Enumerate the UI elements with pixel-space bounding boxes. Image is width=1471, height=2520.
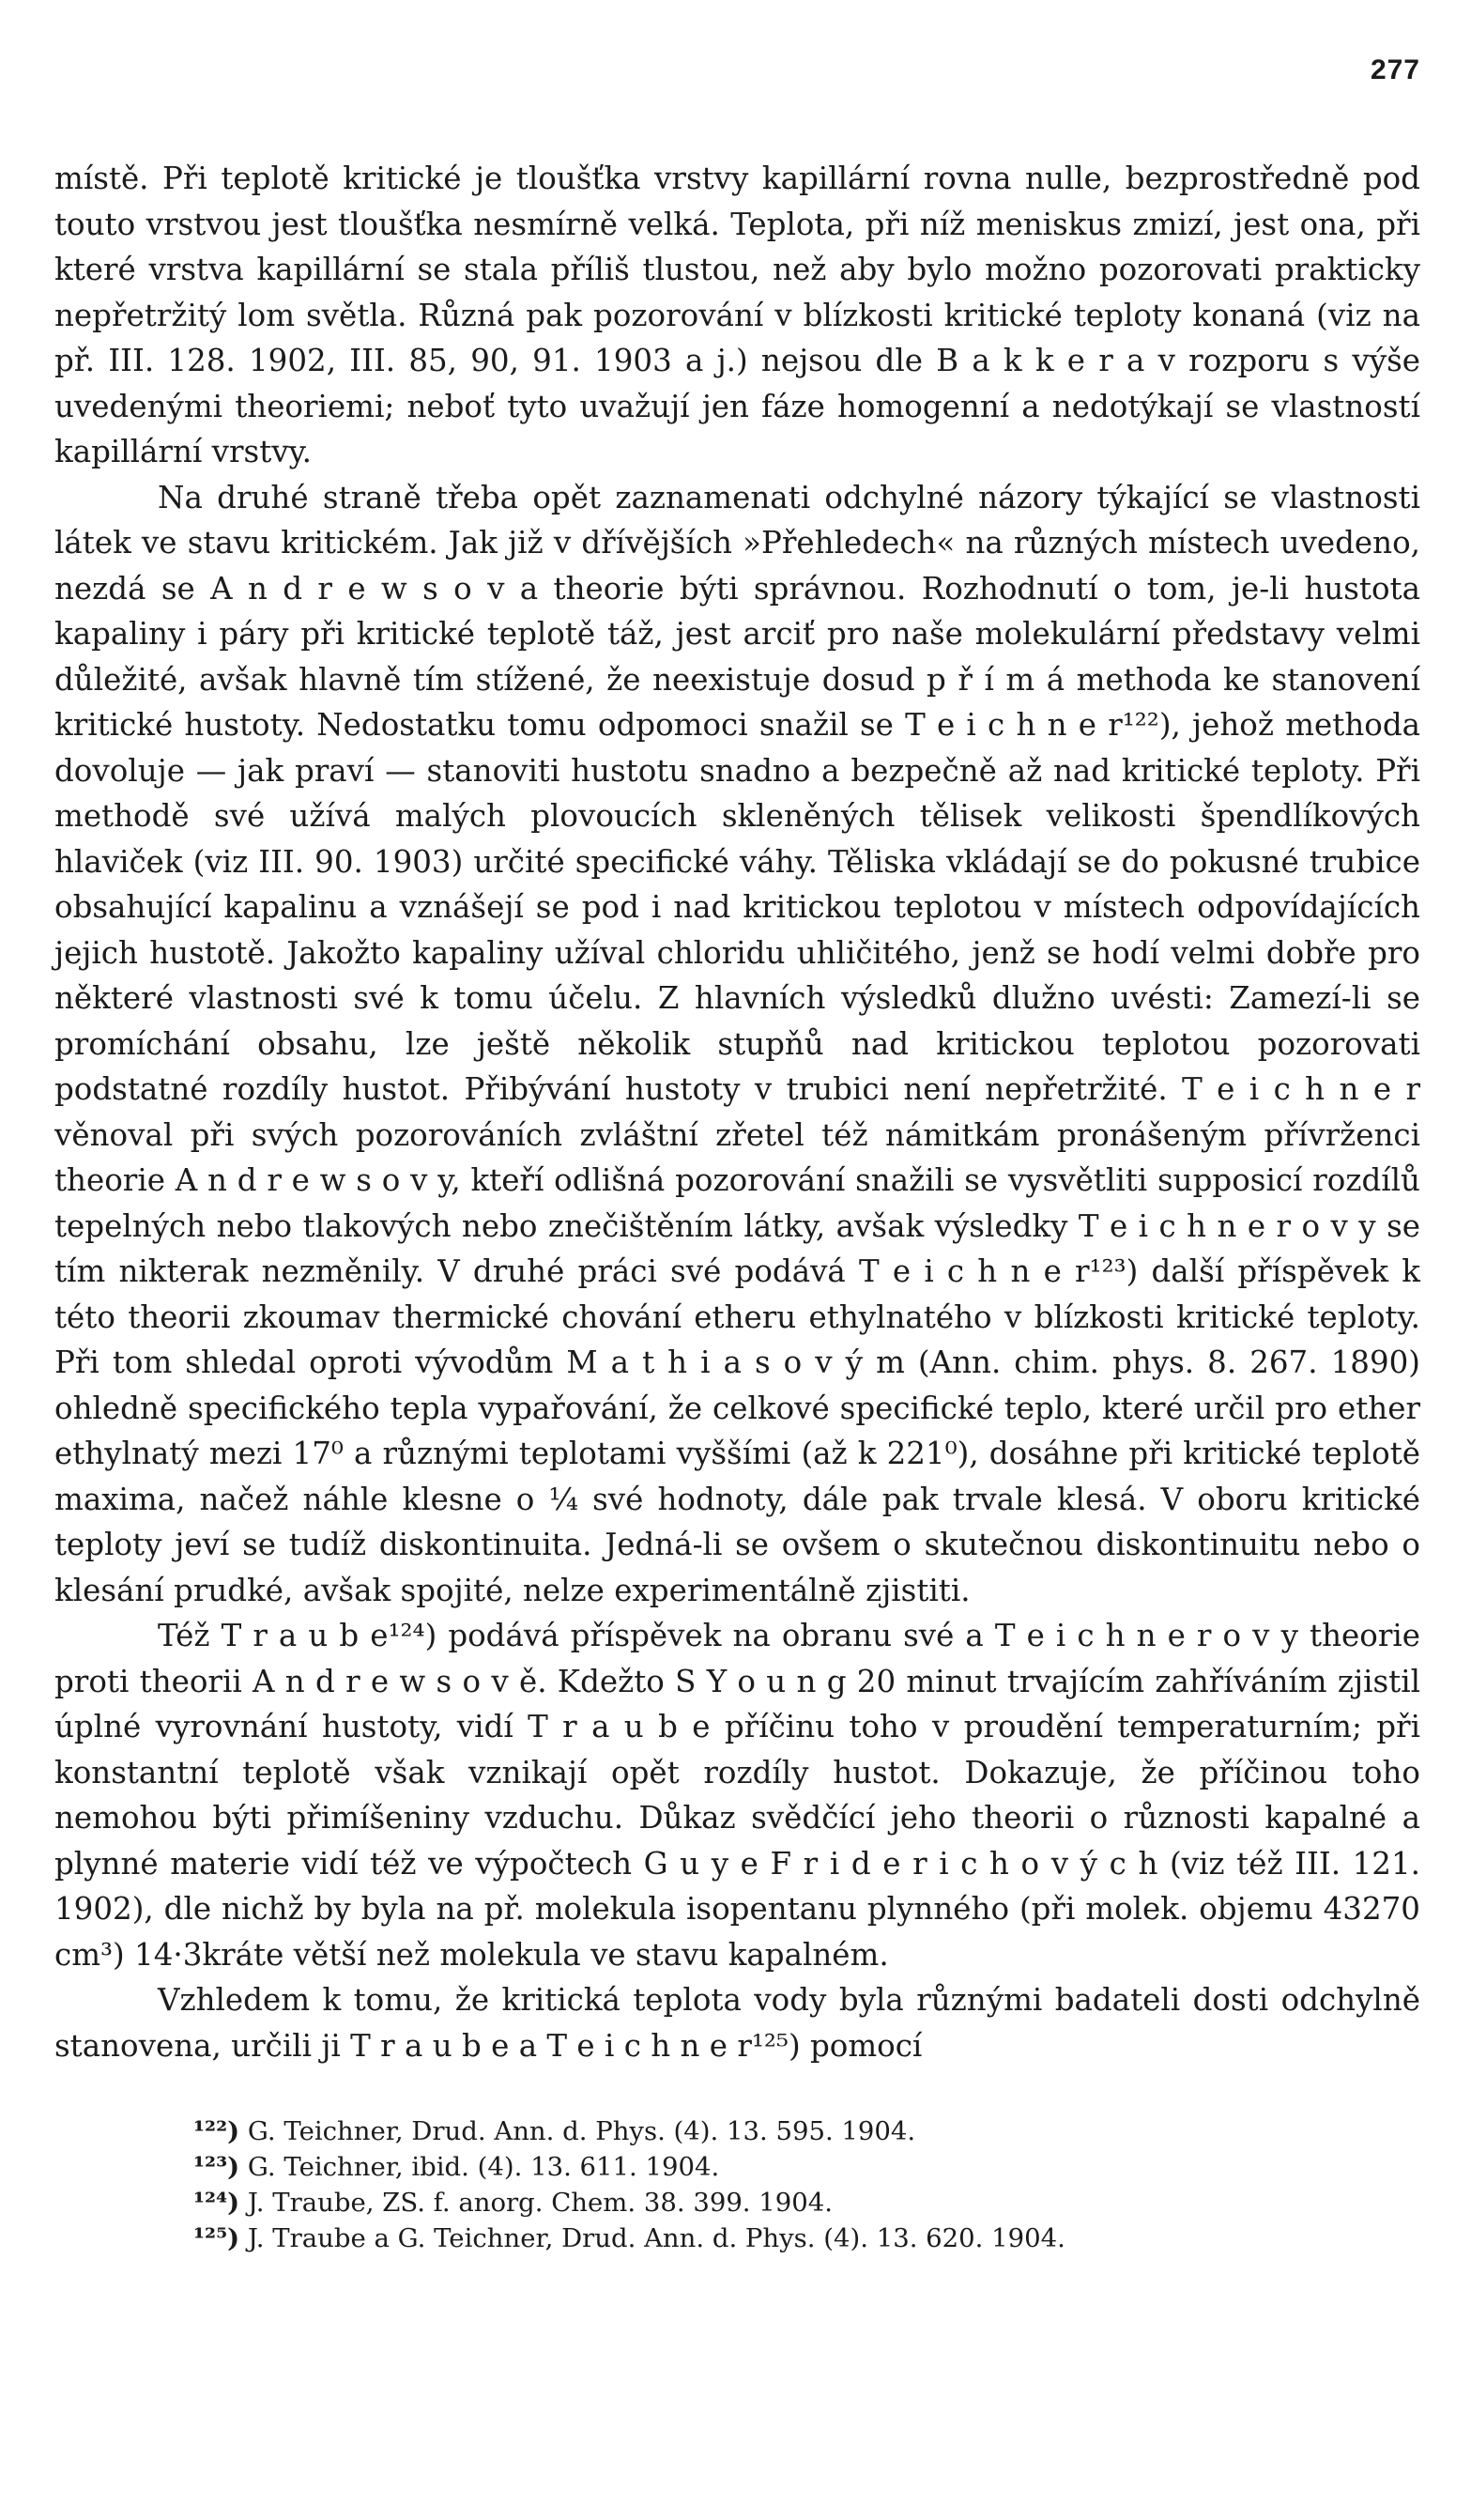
footnote bbox=[193, 2113, 1420, 2149]
footnote-text: G. Teichner, ibid. (4). 13. 611. 1904. bbox=[247, 2152, 720, 2182]
footnote bbox=[193, 2220, 1420, 2256]
paragraph-2: Na druhé straně třeba opět zaznamenati odchylné názory týkající se vlastnosti látek ve stavu kritickém. Jak již v dřívějších »Přehledech« na různých místech uvedeno, nezdá se A n d r e w s o v a theorie býti správnou. Rozhodnutí o tom, je-li hustota kapaliny i páry při kritické teplotě táž, jest arciť pro naše molekulární představy velmi důležité, avšak hlavně tím stížené, že neexistuje dosud p ř í m á methoda ke stanovení kritické hustoty. Nedostatku tomu odpomoci snažil se T e i c h n e r¹²²), jehož methoda dovoluje — jak praví — stanoviti hustotu snadno a bezpečně až nad kritické teploty. Při methodě své užívá malých plovoucích skleněných tělisek velikosti špendlíkových hlaviček (viz III. 90. 1903) určité specifické váhy. Těliska vkládají se do pokusné trubice obsahující kapalinu a vznášejí se pod i nad kritickou teplotou v místech odpovídajících jejich hustotě. Jakožto kapaliny užíval chloridu uhličitého, jenž se hodí velmi dobře pro některé vlastnosti své k tomu účelu. Z hlavních výsledků dlužno uvésti: Zamezí-li se promíchání obsahu, lze ještě několik stupňů nad kritickou teplotou pozorovati podstatné rozdíly hustot. Přibývání hustoty v trubici není nepřetržité. T e i c h n e r věnoval při svých pozorováních zvláštní zřetel též námitkám pronášeným přívrženci theorie A n d r e w s o v y, kteří odlišná pozorování snažili se vysvětliti supposicí rozdílů tepelných nebo tlakových nebo znečištěním látky, avšak výsledky T e i c h n e r o v y se tím nikterak nezměnily. V druhé práci své podává T e i c h n e r¹²³) další příspěvek k této theorii zkoumav thermické chování etheru ethylnatého v blízkosti kritické teploty. Při tom shledal oproti vývodům M a t h i a s o v ý m (Ann. chim. phys. 8. 267. 1890) ohledně specifického tepla vypařování, že celkové specifické teplo, které určil pro ether ethylnatý mezi 17⁰ a různými teplotami vyššími (až k 221⁰), dosáhne při kritické teplotě maxima, načež náhle klesne o ¼ své hodnoty, dále pak trvale klesá. V oboru kritické teploty jeví se tudíž diskontinuita. Jedná-li se ovšem o skutečnou diskontinuitu nebo o klesání prudké, avšak spojité, nelze experimentálně zjistiti. bbox=[54, 479, 1420, 1608]
document-page bbox=[54, 47, 1420, 2256]
footnote bbox=[193, 2149, 1420, 2185]
footnote-text: J. Traube a G. Teichner, Drud. Ann. d. Phys. (4). 13. 620. 1904. bbox=[247, 2223, 1065, 2253]
page-number: 277 bbox=[1370, 54, 1420, 85]
footnote-marker: ¹²⁴) bbox=[193, 2188, 240, 2218]
footnote-marker: ¹²³) bbox=[193, 2152, 240, 2182]
paragraph-1: místě. Při teplotě kritické je tloušťka vrstvy kapillární rovna nulle, bezprostředně pod touto vrstvou jest tloušťka nesmírně velká. Teplota, při níž meniskus zmizí, jest ona, při které vrstva kapillární se stala příliš tlustou, než aby bylo možno pozorovati prakticky nepřetržitý lom světla. Různá pak pozorování v blízkosti kritické teploty konaná (viz na př. III. 128. 1902, III. 85, 90, 91. 1903 a j.) nejsou dle B a k k e r a v rozporu s výše uvedenými theoriemi; neboť tyto uvažují jen fáze homogenní a nedotýkají se vlastností kapillární vrstvy. bbox=[54, 161, 1420, 469]
footnote-marker: ¹²⁵) bbox=[193, 2223, 240, 2253]
footnotes bbox=[54, 2113, 1420, 2256]
footnote-text: J. Traube, ZS. f. anorg. Chem. 38. 399. 1904. bbox=[247, 2188, 834, 2218]
paragraph-4: Vzhledem k tomu, že kritická teplota vody byla různými badateli dosti odchylně stanovena, určili ji T r a u b e a T e i c h n e r¹²⁵) pomocí bbox=[54, 1982, 1420, 2064]
paragraph-3: Též T r a u b e¹²⁴) podává příspěvek na obranu své a T e i c h n e r o v y theorie proti theorii A n d r e w s o v ě. Kdežto S Y o u n g 20 minut trvajícím zahříváním zjistil úplné vyrovnání hustoty, vidí T r a u b e příčinu toho v proudění temperaturním; při konstantní teplotě však vznikají opět rozdíly hustot. Dokazuje, že příčinou toho nemohou býti přimíšeniny vzduchu. Důkaz svědčící jeho theorii o různosti kapalné a plynné materie vidí též ve výpočtech G u y e F r i d e r i c h o v ý c h (viz též III. 121. 1902), dle nichž by byla na př. molekula isopentanu plynného (při molek. objemu 43270 cm³) 14·3kráte větší než molekula ve stavu kapalném. bbox=[54, 1618, 1420, 1973]
footnote-text: G. Teichner, Drud. Ann. d. Phys. (4). 13. 595. 1904. bbox=[247, 2116, 916, 2146]
footnote bbox=[193, 2185, 1420, 2220]
footnote-marker: ¹²²) bbox=[193, 2116, 240, 2146]
page-header bbox=[54, 47, 1420, 96]
